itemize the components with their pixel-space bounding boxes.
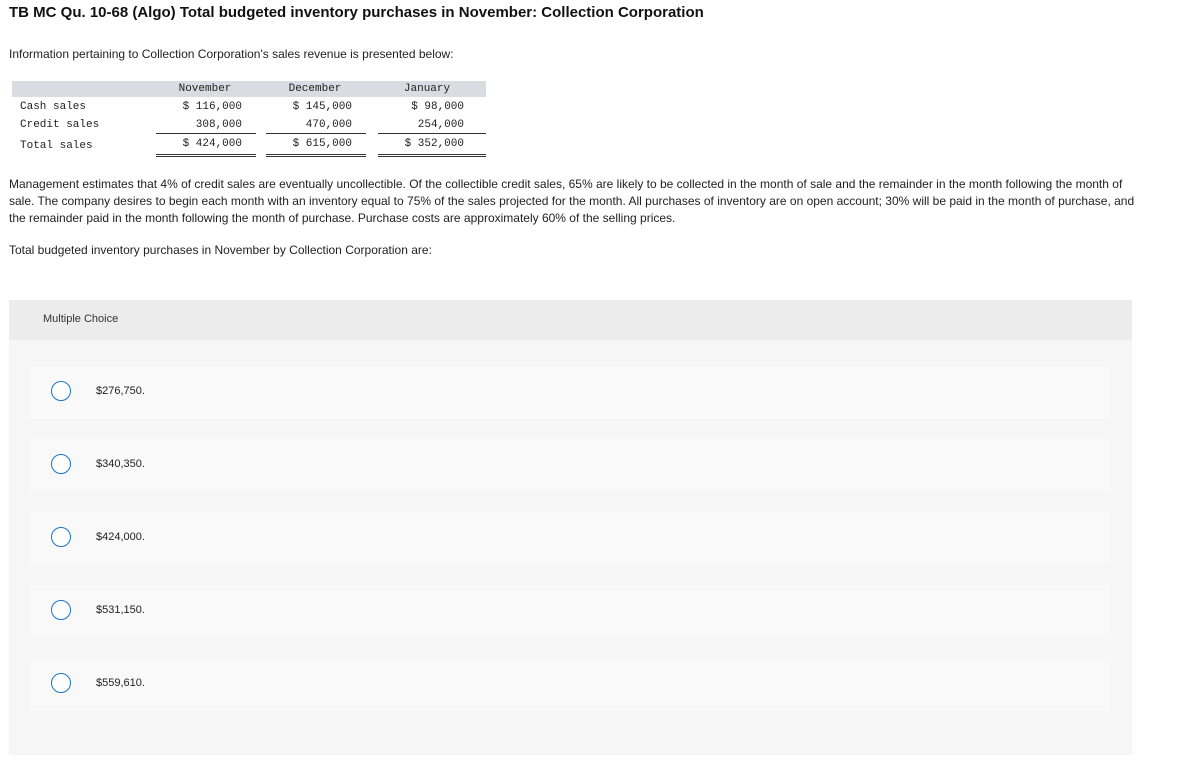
column-header-december: December [288, 83, 342, 95]
choice-label: $531,150. [96, 604, 145, 616]
cash-sales-november: $ 116,000 [182, 101, 242, 113]
cash-sales-january: $ 98,000 [411, 101, 464, 113]
column-header-january: January [403, 83, 451, 95]
total-sales-january: $ 352,000 [404, 138, 464, 150]
subtotal-rule-january [378, 133, 486, 134]
question-prompt: Total budgeted inventory purchases in November by Collection Corporation are: [9, 243, 432, 257]
question-title: TB MC Qu. 10-68 (Algo) Total budgeted inventory purchases in November: Collection Corporation [9, 4, 704, 21]
credit-sales-november: 308,000 [195, 119, 242, 131]
choice-label: $276,750. [96, 385, 145, 397]
cash-sales-december: $ 145,000 [292, 101, 352, 113]
total-rule-december [266, 154, 366, 155]
subtotal-rule-november [156, 133, 256, 134]
radio-button[interactable] [51, 454, 71, 474]
multiple-choice-label: Multiple Choice [43, 313, 119, 325]
total-rule-november [156, 154, 256, 155]
choice-label: $340,350. [96, 458, 145, 470]
credit-sales-december: 470,000 [305, 119, 352, 131]
radio-button[interactable] [51, 381, 71, 401]
row-label-cash-sales: Cash sales [20, 101, 87, 113]
choice-label: $559,610. [96, 677, 145, 689]
multiple-choice-header [9, 300, 1132, 340]
total-rule-november-2 [156, 156, 256, 157]
row-label-credit-sales: Credit sales [20, 119, 100, 131]
total-sales-november: $ 424,000 [182, 138, 242, 150]
sales-table [12, 81, 486, 159]
credit-sales-january: 254,000 [417, 119, 464, 131]
choice-option-3[interactable] [30, 512, 1110, 565]
radio-button[interactable] [51, 600, 71, 620]
radio-button[interactable] [51, 673, 71, 693]
multiple-choice-panel [9, 300, 1132, 755]
choice-option-5[interactable] [30, 658, 1110, 711]
total-sales-december: $ 615,000 [292, 138, 352, 150]
row-label-total-sales: Total sales [20, 140, 93, 152]
intro-text: Information pertaining to Collection Corporation's sales revenue is presented below: [9, 47, 454, 61]
subtotal-rule-december [266, 133, 366, 134]
choice-option-2[interactable] [30, 439, 1110, 492]
total-rule-january-2 [378, 156, 486, 157]
choice-option-1[interactable] [30, 366, 1110, 419]
description-text: Management estimates that 4% of credit sales are eventually uncollectible. Of the collectible credit sales, 65% are likely to be collected in the month of sale and the remainder in the month following the month of sale. The company desires to begin each month with an inventory equal to 75% of the sales projected for the month. All purchases of inventory are on open account; 30% will be paid in the month of purchase, and the remainder paid in the month following the month of purchase. Purchase costs are approximately 60% of the selling prices. [9, 177, 1135, 225]
choice-option-4[interactable] [30, 585, 1110, 638]
total-rule-january [378, 154, 486, 155]
choice-label: $424,000. [96, 531, 145, 543]
column-header-november: November [178, 83, 232, 95]
radio-button[interactable] [51, 527, 71, 547]
total-rule-december-2 [266, 156, 366, 157]
